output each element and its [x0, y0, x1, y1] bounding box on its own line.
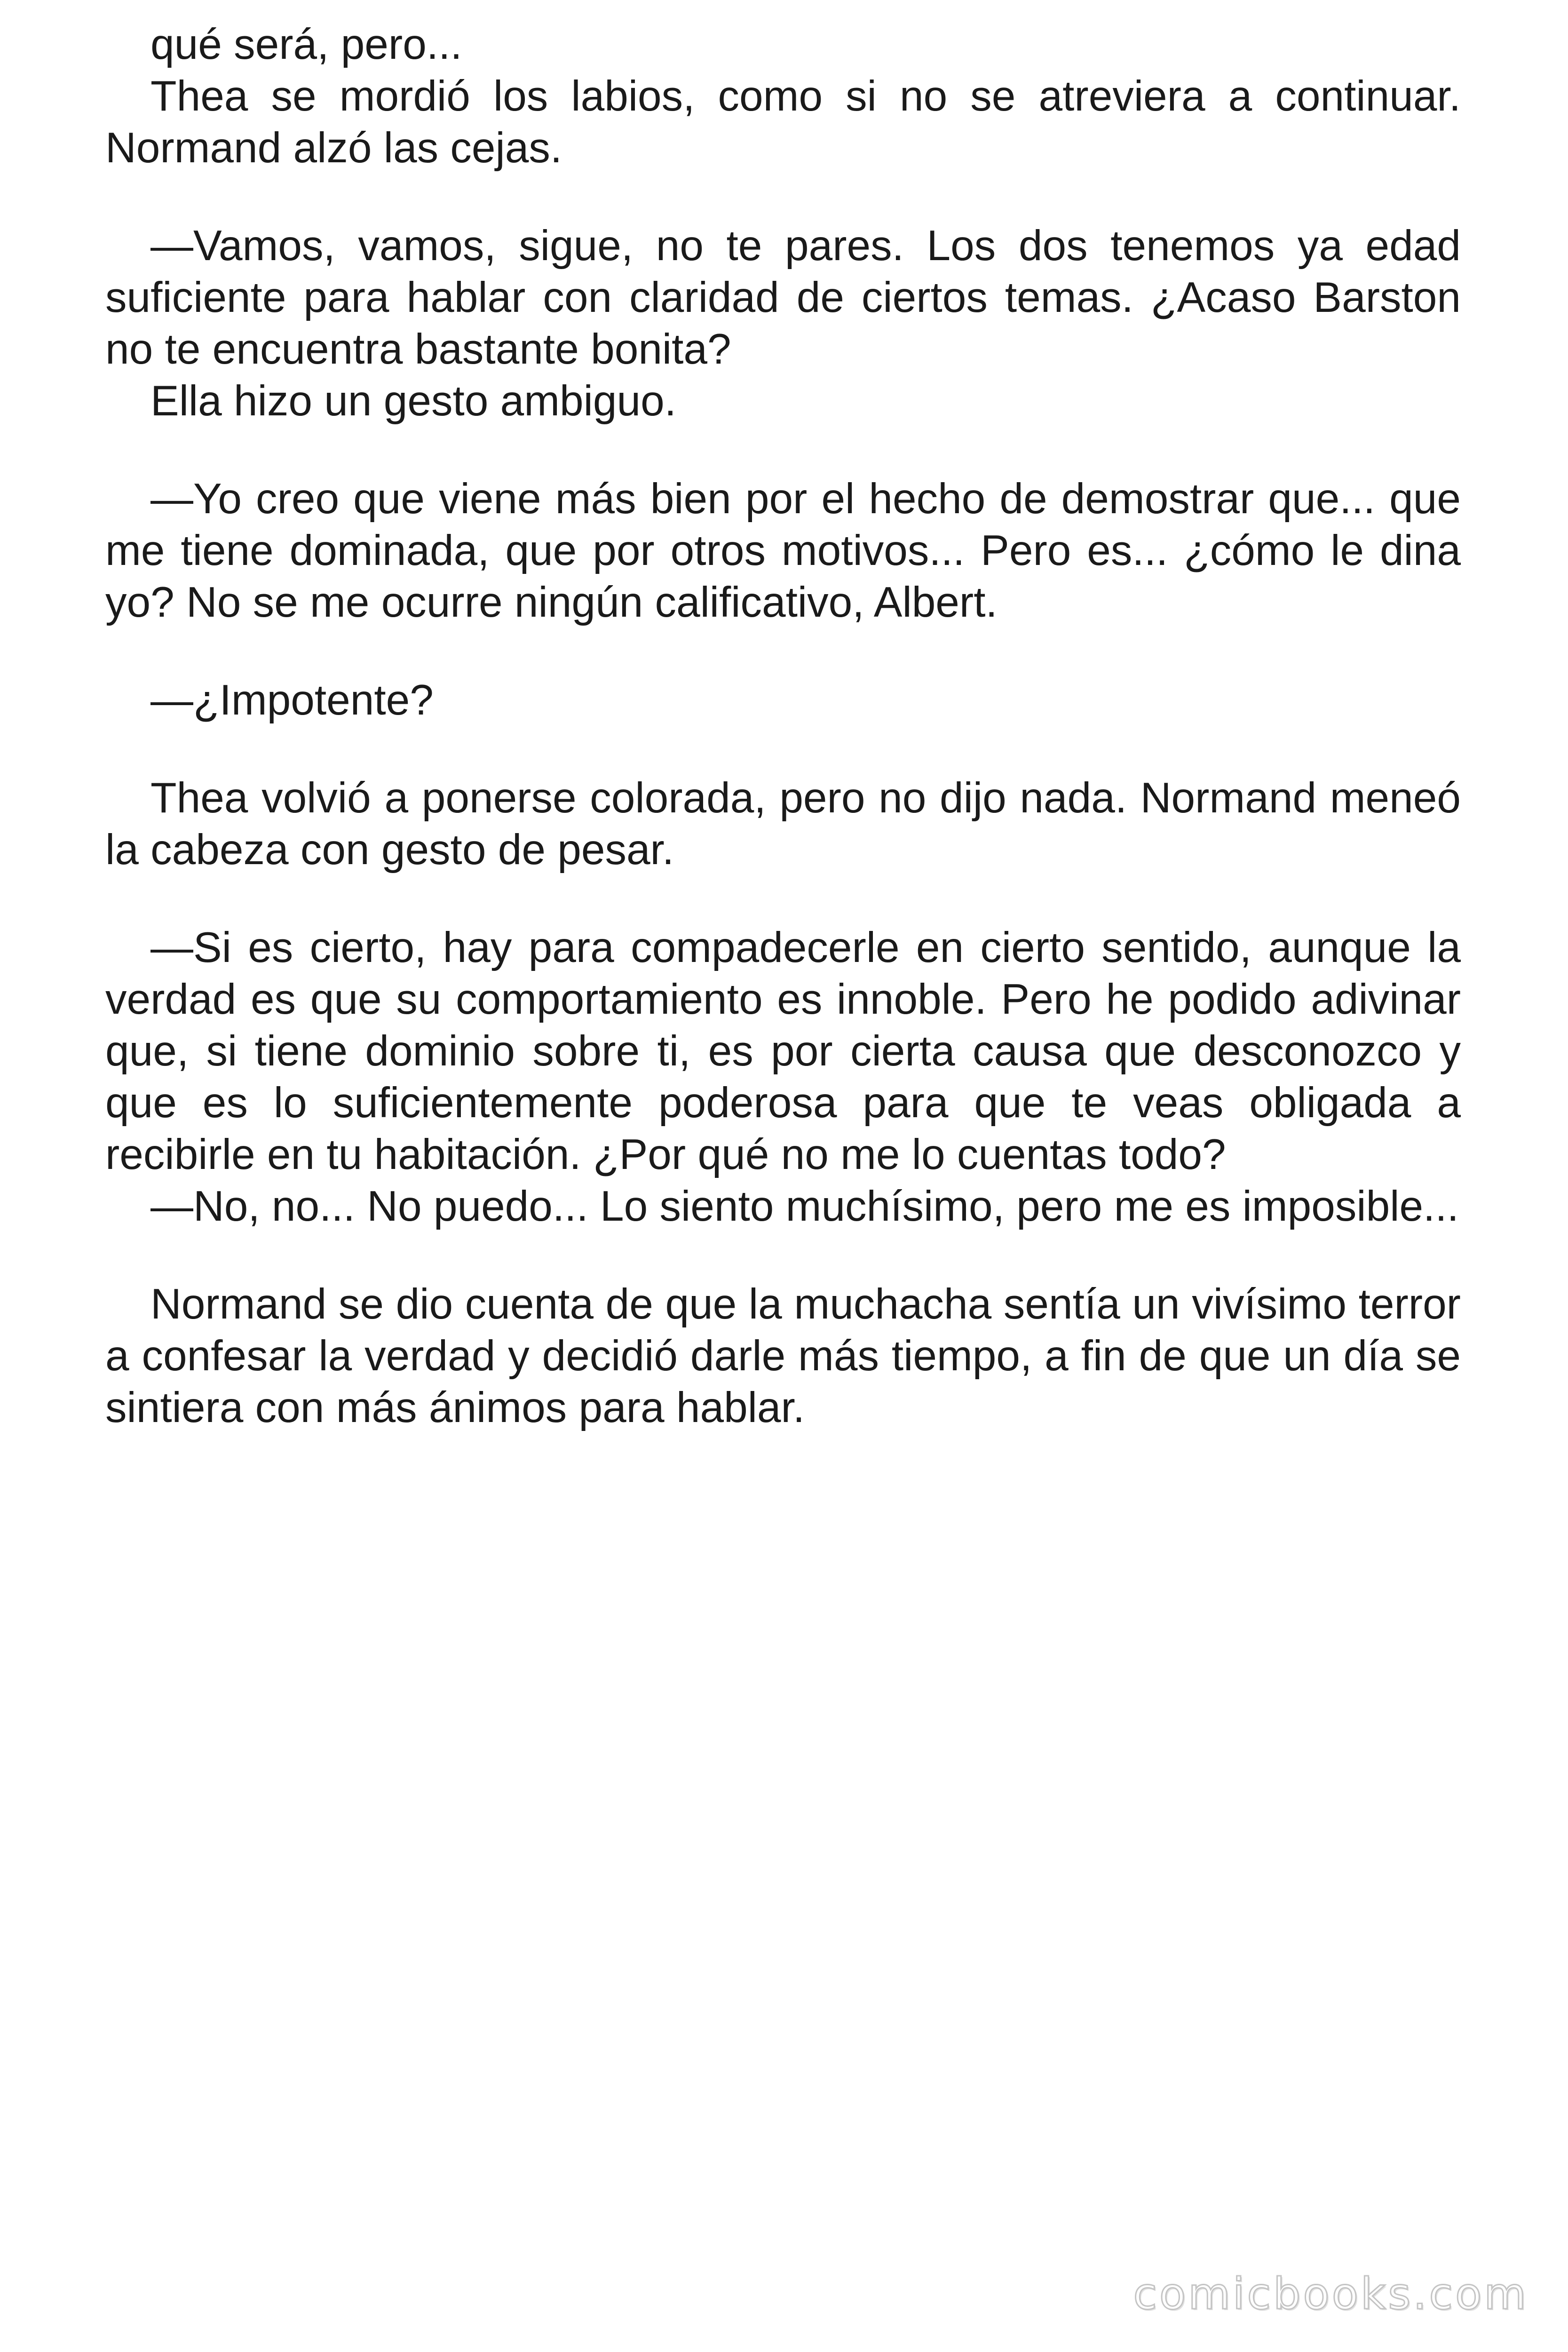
paragraph: —¿Impotente?: [150, 676, 434, 724]
paragraph: —No, no... No puedo... Lo siento muchísimo, pero me es imposible...: [150, 1183, 1459, 1230]
paragraph: —Si es cierto, hay para compadecerle en cierto sentido, aunque la verdad es que su comportamiento es innoble. Pero he podido adivinar que, si tiene dominio sobre ti, es por cierta causa que desconozco y que es lo suficientemente poderosa para que te veas obligada a recibirle en tu habitación. ¿Por qué no me lo cuentas todo?: [105, 924, 1461, 1178]
paragraph: Ella hizo un gesto ambiguo.: [150, 377, 676, 425]
paragraph: —Vamos, vamos, sigue, no te pares. Los dos tenemos ya edad suficiente para hablar con claridad de ciertos temas. ¿Acaso Barston no te encuentra bastante bonita?: [105, 222, 1461, 373]
body-text: [105, 19, 1461, 1434]
watermark: comicbooks.com: [1133, 2269, 1528, 2319]
paragraph: —Yo creo que viene más bien por el hecho de demostrar que... que me tiene dominada, que por otros motivos... Pero es... ¿cómo le dina yo? No se me ocurre ningún calificativo, Albert.: [105, 475, 1461, 626]
paragraph: Thea volvió a ponerse colorada, pero no dijo nada. Normand meneó la cabeza con gesto de pesar.: [105, 774, 1461, 874]
paragraph: Thea se mordió los labios, como si no se atreviera a continuar. Normand alzó las cejas.: [105, 72, 1461, 172]
paragraph: Normand se dio cuenta de que la muchacha sentía un vivísimo terror a confesar la verdad y decidió darle más tiempo, a fin de que un día se sintiera con más ánimos para hablar.: [105, 1280, 1461, 1431]
paragraph: qué será, pero...: [150, 21, 462, 68]
